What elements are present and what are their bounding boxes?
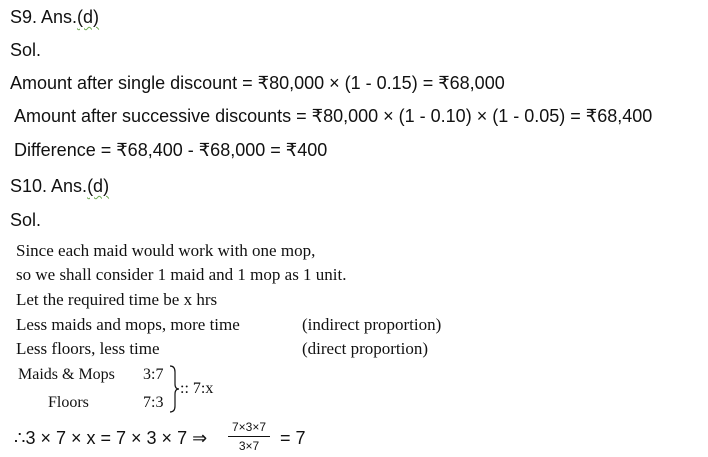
s10-answer-choice: (d) — [87, 176, 110, 196]
s9-answer-prefix: S9. Ans. — [10, 7, 78, 27]
s9-answer-choice: (d) — [77, 7, 100, 27]
s10-sol-label: Sol. — [10, 210, 42, 230]
ratio-value-maids-mops: 3:7 — [143, 366, 164, 383]
fraction-denominator: 3×7 — [238, 439, 260, 453]
s9-sol-label: Sol. — [10, 40, 42, 60]
ratio-result: :: 7:x — [180, 380, 214, 397]
s10-line-unit: so we shall consider 1 maid and 1 mop as 1 unit. — [16, 265, 347, 284]
fraction-numerator: 7×3×7 — [228, 420, 270, 437]
ratio-label-floors: Floors — [48, 394, 89, 411]
s10-line-less-maids: Less maids and mops, more time — [16, 315, 240, 334]
s9-single-discount: Amount after single discount = ₹80,000 × (1 - 0.15) = ₹68,000 — [10, 73, 505, 93]
s9-difference: Difference = ₹68,400 - ₹68,000 = ₹400 — [14, 140, 328, 160]
ratio-value-floors: 7:3 — [143, 394, 164, 411]
final-equation-rhs: = 7 — [280, 428, 306, 448]
right-brace-icon — [168, 364, 180, 414]
s10-line-required-time: Let the required time be x hrs — [16, 290, 218, 309]
ratio-label-maids-mops: Maids & Mops — [18, 366, 115, 383]
s10-note-indirect: (indirect proportion) — [302, 315, 442, 334]
s10-line-less-floors: Less floors, less time — [16, 339, 160, 358]
s10-note-direct: (direct proportion) — [302, 339, 429, 358]
s10-line-maid-mop: Since each maid would work with one mop, — [16, 241, 316, 260]
final-equation-lhs: ∴3 × 7 × x = 7 × 3 × 7 ⇒ — [14, 428, 208, 448]
s9-answer-line — [10, 6, 99, 28]
s10-answer-line — [10, 175, 109, 197]
s10-answer-prefix: S10. Ans. — [10, 176, 88, 196]
final-fraction — [228, 420, 270, 453]
s9-successive-discount: Amount after successive discounts = ₹80,000 × (1 - 0.10) × (1 - 0.05) = ₹68,400 — [14, 106, 653, 126]
